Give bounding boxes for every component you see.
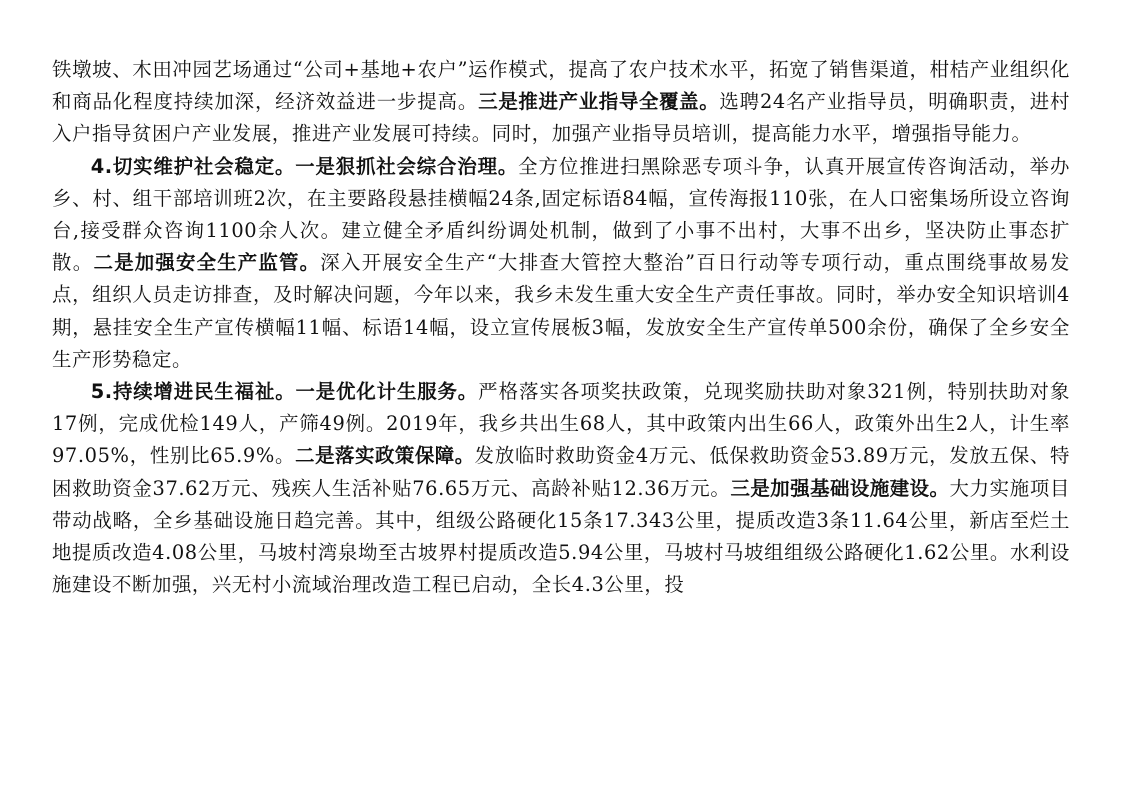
paragraph-text: 选聘24名产业指导员，明确职责，进村入户指导贫困户产业发展，推进产业发展可持续。同时，加强产业指导员培训，提高能力水平，增强指导能力。 [52, 90, 1070, 146]
paragraph-bold-heading: 三是推进产业指导全覆盖。 [478, 90, 720, 114]
paragraph-text: 深入开展安全生产“大排查大管控大整治”百日行动等专项行动，重点围绕事故易发点，组织人员走访排查，及时解决问题，今年以来，我乡未发生重大安全生产责任事故。同时，举办安全知识培训4期，悬挂安全生产宣传横幅11幅、标语14幅，设立宣传展板3幅，发放安全生产宣传单500余份，确保了全乡安全生产形势稳定。 [52, 251, 1071, 371]
paragraph-livelihood [52, 376, 1070, 601]
paragraph-text: 大力实施项目带动战略，全乡基础设施日趋完善。其中，组级公路硬化15条17.343公里，提质改造3条11.64公里，新店至烂土地提质改造4.08公里，马坡村湾泉坳至古坡界村提质改造5.94公里，马坡村马坡组组级公路硬化1.62公里。水利设施建设不断加强，兴无村小流域治理改造工程已启动，全长4.3公里，投 [52, 476, 1070, 597]
section-heading: 4.切实维护社会稳定。 [90, 154, 296, 178]
paragraph-industry-guidance [52, 54, 1070, 151]
paragraph-text: 全方位推进扫黑除恶专项斗争，认真开展宣传咨询活动，举办乡、村、组干部培训班2次，在主要路段悬挂横幅24条,固定标语84幅，宣传海报110张，在人口密集场所设立咨询台,接受群众咨询1100余人次。建立健全矛盾纠纷调处机制，做到了小事不出村，大事不出乡，坚决防止事态扩散。 [52, 154, 1070, 275]
paragraph-text: 发放临时救助资金4万元、低保救助资金53.89万元，发放五保、特困救助资金37.62万元、残疾人生活补贴76.65万元、高龄补贴12.36万元。 [52, 444, 1071, 500]
section-heading: 5.持续增进民生福祉。 [90, 380, 296, 404]
paragraph-text: 严格落实各项奖扶政策，兑现奖励扶助对象321例，特别扶助对象17例，完成优检149人，产筛49例。2019年，我乡共出生68人，其中政策内出生66人，政策外出生2人，计生率97.05%，性别比65.9%。 [52, 380, 1070, 468]
paragraph-text: 铁墩坡、木田冲园艺场通过“公司+基地+农户”运作模式，提高了农户技术水平，拓宽了销售渠道，柑桔产业组织化和商品化程度持续加深，经济效益进一步提高。 [52, 58, 1070, 114]
paragraph-bold-heading: 二是加强安全生产监管。 [93, 251, 321, 275]
paragraph-bold-heading: 一是狠抓社会综合治理。 [295, 154, 519, 178]
paragraph-bold-heading: 二是落实政策保障。 [295, 444, 475, 468]
document-page [52, 54, 1070, 601]
paragraph-social-stability [52, 151, 1070, 376]
paragraph-bold-heading: 一是优化计生服务。 [295, 380, 479, 404]
paragraph-bold-heading: 三是加强基础设施建设。 [730, 476, 950, 500]
